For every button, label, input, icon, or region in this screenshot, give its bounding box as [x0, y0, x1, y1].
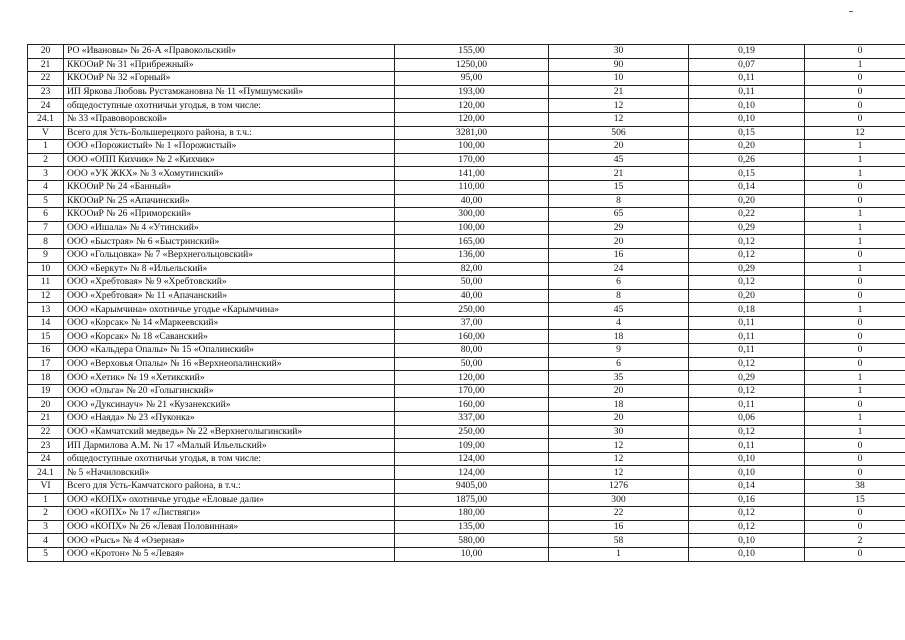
organization-cell: Всего для Усть-Большерецкого района, в т.ч.:	[64, 126, 395, 140]
count-cell: 18	[549, 330, 689, 344]
area-cell: 160,00	[395, 330, 549, 344]
ratio-cell: 0,12	[689, 235, 805, 249]
row-number-cell: 8	[28, 235, 64, 249]
area-cell: 120,00	[395, 99, 549, 113]
organization-cell: ООО «Хетик» № 19 «Хетикский»	[64, 371, 395, 385]
count-cell: 8	[549, 194, 689, 208]
row-number-cell: 10	[28, 262, 64, 276]
ratio-cell: 0,11	[689, 330, 805, 344]
table-row	[28, 520, 905, 534]
table-row	[28, 547, 905, 561]
table-row	[28, 262, 905, 276]
quota-cell: 0	[805, 330, 905, 344]
organization-cell: ООО «Порожистый» № 1 «Порожистый»	[64, 140, 395, 154]
quota-cell: 0	[805, 520, 905, 534]
table-row	[28, 208, 905, 222]
ratio-cell: 0,12	[689, 248, 805, 262]
organization-cell: ООО «Хребтовая» № 9 «Хребтовский»	[64, 276, 395, 290]
count-cell: 300	[549, 493, 689, 507]
area-cell: 40,00	[395, 289, 549, 303]
row-number-cell: 18	[28, 371, 64, 385]
table-row	[28, 99, 905, 113]
ratio-cell: 0,11	[689, 398, 805, 412]
table-row	[28, 452, 905, 466]
quota-cell: 0	[805, 398, 905, 412]
count-cell: 35	[549, 371, 689, 385]
count-cell: 20	[549, 412, 689, 426]
table-row	[28, 466, 905, 480]
quota-cell: 1	[805, 221, 905, 235]
row-number-cell: 23	[28, 85, 64, 99]
ratio-cell: 0,10	[689, 99, 805, 113]
organization-cell: РО «Ивановы» № 26-А «Правокольский»	[64, 45, 395, 59]
count-cell: 12	[549, 466, 689, 480]
ratio-cell: 0,16	[689, 493, 805, 507]
quota-cell: 15	[805, 493, 905, 507]
organization-cell: ККООиР № 24 «Банный»	[64, 180, 395, 194]
area-cell: 100,00	[395, 140, 549, 154]
row-number-cell: 3	[28, 520, 64, 534]
count-cell: 16	[549, 520, 689, 534]
organization-cell: ООО «Верховья Опалы» № 16 «Верхнеопалинский»	[64, 357, 395, 371]
table-row	[28, 384, 905, 398]
row-number-cell: 20	[28, 45, 64, 59]
table-row	[28, 276, 905, 290]
ratio-cell: 0,10	[689, 534, 805, 548]
area-cell: 141,00	[395, 167, 549, 181]
row-number-cell: 1	[28, 140, 64, 154]
table-row	[28, 153, 905, 167]
ratio-cell: 0,20	[689, 194, 805, 208]
table-row	[28, 45, 905, 59]
area-cell: 135,00	[395, 520, 549, 534]
row-number-cell: 24.1	[28, 466, 64, 480]
ratio-cell: 0,20	[689, 289, 805, 303]
row-number-cell: 13	[28, 303, 64, 317]
table-row	[28, 140, 905, 154]
area-cell: 109,00	[395, 439, 549, 453]
area-cell: 80,00	[395, 344, 549, 358]
count-cell: 9	[549, 344, 689, 358]
row-number-cell: 11	[28, 276, 64, 290]
area-cell: 170,00	[395, 153, 549, 167]
quota-cell: 0	[805, 85, 905, 99]
table-row	[28, 398, 905, 412]
count-cell: 21	[549, 167, 689, 181]
ratio-cell: 0,12	[689, 507, 805, 521]
count-cell: 1	[549, 547, 689, 561]
quota-cell: 1	[805, 425, 905, 439]
area-cell: 300,00	[395, 208, 549, 222]
ratio-cell: 0,12	[689, 425, 805, 439]
row-number-cell: 16	[28, 344, 64, 358]
organization-cell: ООО «Кальдера Опалы» № 15 «Опалинский»	[64, 344, 395, 358]
quota-cell: 0	[805, 276, 905, 290]
ratio-cell: 0,22	[689, 208, 805, 222]
count-cell: 90	[549, 58, 689, 72]
count-cell: 12	[549, 439, 689, 453]
quota-cell: 0	[805, 316, 905, 330]
row-number-cell: 5	[28, 547, 64, 561]
area-cell: 9405,00	[395, 480, 549, 494]
area-cell: 155,00	[395, 45, 549, 59]
area-cell: 40,00	[395, 194, 549, 208]
table-row	[28, 126, 905, 140]
area-cell: 193,00	[395, 85, 549, 99]
row-number-cell: 24	[28, 452, 64, 466]
organization-cell: ККООиР № 32 «Горный»	[64, 72, 395, 86]
row-number-cell: 22	[28, 425, 64, 439]
ratio-cell: 0,19	[689, 45, 805, 59]
ratio-cell: 0,11	[689, 72, 805, 86]
quota-cell: 0	[805, 547, 905, 561]
table-row	[28, 493, 905, 507]
row-number-cell: 23	[28, 439, 64, 453]
organization-cell: ООО «Кротон» № 5 «Левая»	[64, 547, 395, 561]
area-cell: 82,00	[395, 262, 549, 276]
ratio-cell: 0,11	[689, 344, 805, 358]
organization-cell: ООО «Быстрая» № 6 «Быстринский»	[64, 235, 395, 249]
area-cell: 124,00	[395, 466, 549, 480]
count-cell: 58	[549, 534, 689, 548]
ratio-cell: 0,06	[689, 412, 805, 426]
count-cell: 6	[549, 357, 689, 371]
count-cell: 1276	[549, 480, 689, 494]
table-row	[28, 167, 905, 181]
count-cell: 30	[549, 425, 689, 439]
row-number-cell: 3	[28, 167, 64, 181]
quota-cell: 0	[805, 99, 905, 113]
ratio-cell: 0,15	[689, 167, 805, 181]
row-number-cell: 14	[28, 316, 64, 330]
area-cell: 50,00	[395, 357, 549, 371]
ratio-cell: 0,10	[689, 452, 805, 466]
table-body	[28, 45, 905, 562]
quota-cell: 1	[805, 58, 905, 72]
ratio-cell: 0,14	[689, 480, 805, 494]
organization-cell: ООО «Дуксинауч» № 21 «Кузанекский»	[64, 398, 395, 412]
area-cell: 170,00	[395, 384, 549, 398]
row-number-cell: 21	[28, 412, 64, 426]
count-cell: 21	[549, 85, 689, 99]
quota-cell: 0	[805, 452, 905, 466]
row-number-cell: 5	[28, 194, 64, 208]
ratio-cell: 0,26	[689, 153, 805, 167]
count-cell: 24	[549, 262, 689, 276]
area-cell: 124,00	[395, 452, 549, 466]
organization-cell: ООО «Камчатский медведь» № 22 «Верхнеголыгинский»	[64, 425, 395, 439]
quota-cell: 1	[805, 167, 905, 181]
row-number-cell: 2	[28, 507, 64, 521]
organization-cell: ККООиР № 31 «Прибрежный»	[64, 58, 395, 72]
area-cell: 180,00	[395, 507, 549, 521]
area-cell: 50,00	[395, 276, 549, 290]
table-row	[28, 180, 905, 194]
ratio-cell: 0,15	[689, 126, 805, 140]
quota-cell: 0	[805, 180, 905, 194]
organization-cell: ООО «Корсак» № 18 «Саванский»	[64, 330, 395, 344]
table-row	[28, 289, 905, 303]
table-row	[28, 72, 905, 86]
table-row	[28, 330, 905, 344]
organization-cell: общедоступные охотничьи угодья, в том числе:	[64, 452, 395, 466]
count-cell: 18	[549, 398, 689, 412]
ratio-cell: 0,11	[689, 85, 805, 99]
table-row	[28, 534, 905, 548]
ratio-cell: 0,14	[689, 180, 805, 194]
table-row	[28, 235, 905, 249]
ratio-cell: 0,10	[689, 112, 805, 126]
organization-cell: ИП Дармилова А.М. № 17 «Малый Ильельский»	[64, 439, 395, 453]
organization-cell: ООО «Ольга» № 20 «Голыгинский»	[64, 384, 395, 398]
organization-cell: № 5 «Начиловский»	[64, 466, 395, 480]
row-number-cell: 20	[28, 398, 64, 412]
organization-cell: ККООиР № 26 «Приморский»	[64, 208, 395, 222]
row-number-cell: 17	[28, 357, 64, 371]
ratio-cell: 0,12	[689, 276, 805, 290]
table-row	[28, 371, 905, 385]
table-row	[28, 194, 905, 208]
count-cell: 4	[549, 316, 689, 330]
area-cell: 1875,00	[395, 493, 549, 507]
organization-cell: ККООиР № 25 «Апачинский»	[64, 194, 395, 208]
quota-cell: 2	[805, 534, 905, 548]
table-row	[28, 58, 905, 72]
table-row	[28, 412, 905, 426]
count-cell: 506	[549, 126, 689, 140]
ratio-cell: 0,20	[689, 140, 805, 154]
ratio-cell: 0,29	[689, 262, 805, 276]
quota-cell: 0	[805, 466, 905, 480]
area-cell: 3281,00	[395, 126, 549, 140]
area-cell: 250,00	[395, 425, 549, 439]
quota-cell: 38	[805, 480, 905, 494]
organization-cell: ООО «Рысь» № 4 «Озерная»	[64, 534, 395, 548]
area-cell: 110,00	[395, 180, 549, 194]
quota-cell: 0	[805, 507, 905, 521]
quota-cell: 0	[805, 357, 905, 371]
table-row	[28, 85, 905, 99]
quota-cell: 1	[805, 153, 905, 167]
table-row	[28, 439, 905, 453]
table-row	[28, 316, 905, 330]
table-row	[28, 425, 905, 439]
row-number-cell: 15	[28, 330, 64, 344]
count-cell: 12	[549, 452, 689, 466]
organization-cell: ООО «КОПХ» № 26 «Левая Половинная»	[64, 520, 395, 534]
organization-cell: ООО «УК ЖКХ» № 3 «Хомутинский»	[64, 167, 395, 181]
area-cell: 136,00	[395, 248, 549, 262]
quota-cell: 1	[805, 371, 905, 385]
organization-cell: Всего для Усть-Камчатского района, в т.ч.:	[64, 480, 395, 494]
count-cell: 12	[549, 99, 689, 113]
area-cell: 95,00	[395, 72, 549, 86]
area-cell: 100,00	[395, 221, 549, 235]
ratio-cell: 0,10	[689, 466, 805, 480]
count-cell: 16	[549, 248, 689, 262]
organization-cell: ООО «Беркут» № 8 «Ильельский»	[64, 262, 395, 276]
count-cell: 45	[549, 303, 689, 317]
row-number-cell: 12	[28, 289, 64, 303]
quota-cell: 1	[805, 384, 905, 398]
area-cell: 120,00	[395, 371, 549, 385]
quota-cell: 0	[805, 289, 905, 303]
table-row	[28, 303, 905, 317]
table-row	[28, 357, 905, 371]
ratio-cell: 0,12	[689, 520, 805, 534]
count-cell: 10	[549, 72, 689, 86]
table-row	[28, 112, 905, 126]
organization-cell: ИП Яркова Любовь Рустамжановна № 11 «Пумшумский»	[64, 85, 395, 99]
count-cell: 30	[549, 45, 689, 59]
row-number-cell: 24	[28, 99, 64, 113]
row-number-cell: 4	[28, 534, 64, 548]
area-cell: 1250,00	[395, 58, 549, 72]
quota-cell: 12	[805, 126, 905, 140]
area-cell: 160,00	[395, 398, 549, 412]
quota-cell: 0	[805, 344, 905, 358]
row-number-cell: 1	[28, 493, 64, 507]
organization-cell: ООО «Корсак» № 14 «Маркеевский»	[64, 316, 395, 330]
organization-cell: ООО «Ишала» № 4 «Утинский»	[64, 221, 395, 235]
count-cell: 65	[549, 208, 689, 222]
ratio-cell: 0,29	[689, 371, 805, 385]
row-number-cell: 22	[28, 72, 64, 86]
count-cell: 29	[549, 221, 689, 235]
quota-cell: 1	[805, 303, 905, 317]
organization-cell: ООО «КОПХ» № 17 «Листвяги»	[64, 507, 395, 521]
count-cell: 45	[549, 153, 689, 167]
count-cell: 20	[549, 235, 689, 249]
row-number-cell: 19	[28, 384, 64, 398]
quota-cell: 0	[805, 248, 905, 262]
row-number-cell: 2	[28, 153, 64, 167]
quota-cell: 1	[805, 262, 905, 276]
quota-cell: 0	[805, 45, 905, 59]
row-number-cell: 6	[28, 208, 64, 222]
count-cell: 12	[549, 112, 689, 126]
table-row	[28, 480, 905, 494]
ratio-cell: 0,29	[689, 221, 805, 235]
organization-cell: общедоступные охотничьи угодья, в том числе:	[64, 99, 395, 113]
count-cell: 15	[549, 180, 689, 194]
quota-cell: 1	[805, 412, 905, 426]
organization-cell: ООО «Карымчина» охотничье угодье «Карымчина»	[64, 303, 395, 317]
count-cell: 6	[549, 276, 689, 290]
ratio-cell: 0,11	[689, 316, 805, 330]
hunting-grounds-table	[27, 44, 905, 562]
quota-cell: 0	[805, 112, 905, 126]
quota-cell: 1	[805, 140, 905, 154]
row-number-cell: 24.1	[28, 112, 64, 126]
row-number-cell: 9	[28, 248, 64, 262]
ratio-cell: 0,18	[689, 303, 805, 317]
organization-cell: ООО «ОПП Кихчик» № 2 «Кихчик»	[64, 153, 395, 167]
area-cell: 120,00	[395, 112, 549, 126]
quota-cell: 0	[805, 439, 905, 453]
organization-cell: № 33 «Правоворовской»	[64, 112, 395, 126]
table-row	[28, 221, 905, 235]
ratio-cell: 0,12	[689, 357, 805, 371]
count-cell: 8	[549, 289, 689, 303]
quota-cell: 1	[805, 208, 905, 222]
area-cell: 10,00	[395, 547, 549, 561]
row-number-cell: 4	[28, 180, 64, 194]
area-cell: 250,00	[395, 303, 549, 317]
quota-cell: 0	[805, 72, 905, 86]
row-number-cell: V	[28, 126, 64, 140]
ratio-cell: 0,07	[689, 58, 805, 72]
count-cell: 22	[549, 507, 689, 521]
table-row	[28, 344, 905, 358]
area-cell: 37,00	[395, 316, 549, 330]
organization-cell: ООО «КОПХ» охотничье угодье «Еловые дали»	[64, 493, 395, 507]
ratio-cell: 0,12	[689, 384, 805, 398]
area-cell: 165,00	[395, 235, 549, 249]
page-corner-mark	[849, 11, 853, 12]
row-number-cell: 21	[28, 58, 64, 72]
area-cell: 580,00	[395, 534, 549, 548]
row-number-cell: VI	[28, 480, 64, 494]
table-row	[28, 248, 905, 262]
quota-cell: 0	[805, 194, 905, 208]
organization-cell: ООО «Хребтовая» № 11 «Апачанский»	[64, 289, 395, 303]
organization-cell: ООО «Гольцовка» № 7 «Верхнегольцовский»	[64, 248, 395, 262]
quota-cell: 1	[805, 235, 905, 249]
table-row	[28, 507, 905, 521]
count-cell: 20	[549, 384, 689, 398]
ratio-cell: 0,10	[689, 547, 805, 561]
area-cell: 337,00	[395, 412, 549, 426]
ratio-cell: 0,11	[689, 439, 805, 453]
row-number-cell: 7	[28, 221, 64, 235]
organization-cell: ООО «Наяда» № 23 «Пуконка»	[64, 412, 395, 426]
count-cell: 20	[549, 140, 689, 154]
